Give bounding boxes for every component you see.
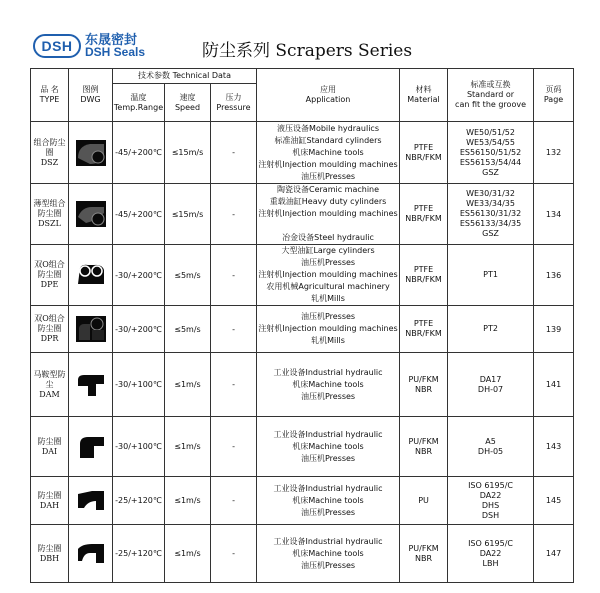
dbh-profile-icon	[76, 541, 106, 567]
material-line: PTFE	[413, 319, 434, 328]
application-cell	[257, 353, 400, 417]
speed-cell: ≤1m/s	[165, 353, 211, 417]
pressure-cell: -	[211, 306, 257, 353]
type-line: 防尘圈	[37, 270, 62, 279]
header-type: 品 名 TYPE	[31, 69, 69, 122]
standard-line: DHS	[481, 500, 500, 510]
type-cell	[31, 477, 69, 525]
type-cell	[31, 245, 69, 306]
material-line: NBR/FKM	[405, 214, 442, 223]
header-standard: 标准或互换 Standard or can fit the groove	[448, 69, 534, 122]
drawing-cell	[69, 245, 113, 306]
page-cell: 143	[534, 417, 574, 477]
pressure-cell: -	[211, 477, 257, 525]
standard-line: ES56150/51/52	[459, 147, 522, 157]
header-dwg: 图例 DWG	[69, 69, 113, 122]
speed-cell: ≤1m/s	[165, 417, 211, 477]
table-row	[31, 477, 574, 525]
application-cell	[257, 122, 400, 184]
application-line: 油压机Presses	[300, 171, 356, 181]
pressure-cell: -	[211, 353, 257, 417]
table-row	[31, 417, 574, 477]
application-line: 注射机Injection moulding machines	[258, 324, 398, 333]
standard-line: PT2	[483, 324, 498, 333]
drawing-cell	[69, 184, 113, 245]
type-line: DBH	[39, 553, 60, 563]
application-line: 机床Machine tools	[292, 548, 364, 558]
type-line: 薄型组合	[33, 199, 66, 208]
material-cell	[400, 245, 448, 306]
material-line: PU/FKM	[408, 374, 439, 384]
page-cell: 132	[534, 122, 574, 184]
scrapers-table	[30, 68, 574, 583]
header-material: 材料 Material	[400, 69, 448, 122]
drawing-cell	[69, 417, 113, 477]
pressure-cell: -	[211, 184, 257, 245]
application-line: 大型油缸Large cylinders	[281, 246, 375, 255]
drawing-cell	[69, 306, 113, 353]
material-line: PU/FKM	[408, 543, 439, 553]
material-cell	[400, 122, 448, 184]
application-line: 机床Machine tools	[292, 147, 364, 157]
table-row	[31, 525, 574, 583]
header-page: 页码 Page	[534, 69, 574, 122]
standard-cell	[448, 122, 534, 184]
application-line: 标准油缸Standard cylinders	[274, 135, 382, 145]
type-line: 防尘圈	[37, 436, 62, 446]
material-cell	[400, 417, 448, 477]
application-cell	[257, 525, 400, 583]
type-cell	[31, 306, 69, 353]
header-application: 应用 Application	[257, 69, 400, 122]
type-line: DSZL	[38, 219, 61, 228]
standard-line: WE30/31/32	[466, 189, 515, 198]
type-line: DPE	[40, 280, 59, 289]
application-line: 重载油缸Heavy duty cylinders	[269, 197, 387, 206]
material-line: NBR	[415, 384, 433, 394]
dam-profile-icon	[76, 372, 106, 398]
standard-line: DA22	[479, 548, 502, 558]
application-cell	[257, 477, 400, 525]
type-line: 组合防尘	[33, 137, 66, 147]
standard-line: WE33/34/35	[466, 199, 515, 208]
type-line: 马鞍型防	[33, 369, 66, 379]
application-line: 油压机Presses	[300, 312, 356, 321]
material-line: PTFE	[413, 265, 434, 274]
standard-line: ES56153/54/44	[459, 157, 522, 167]
material-line: PTFE	[413, 204, 434, 213]
dszl-profile-icon	[76, 201, 106, 227]
material-line: NBR/FKM	[405, 275, 442, 284]
application-cell	[257, 245, 400, 306]
material-line: NBR	[415, 553, 433, 563]
temp-cell: -45/+200℃	[113, 122, 165, 184]
material-cell	[400, 525, 448, 583]
logo-english-name: DSH Seals	[85, 45, 146, 59]
dsz-profile-icon	[76, 140, 106, 166]
temp-cell: -25/+120℃	[113, 525, 165, 583]
application-line: 陶瓷设备Ceramic machine	[277, 185, 380, 194]
dpe-profile-icon	[76, 262, 106, 288]
pressure-cell: -	[211, 417, 257, 477]
standard-line: ISO 6195/C	[468, 538, 513, 548]
standard-line: GSZ	[482, 167, 499, 177]
standard-cell	[448, 417, 534, 477]
company-logo	[33, 34, 145, 58]
application-cell	[257, 306, 400, 353]
standard-line: ES56133/34/35	[459, 219, 522, 228]
application-line: 工业设备Industrial hydraulic	[273, 483, 383, 493]
standard-line: A5	[485, 436, 496, 446]
pressure-cell: -	[211, 122, 257, 184]
type-cell	[31, 122, 69, 184]
material-cell	[400, 184, 448, 245]
page-cell: 134	[534, 184, 574, 245]
speed-cell: ≤5m/s	[165, 306, 211, 353]
dai-profile-icon	[76, 434, 106, 460]
header-temp: 温度 Temp.Range	[113, 84, 165, 122]
material-cell	[400, 306, 448, 353]
standard-line: GSZ	[482, 229, 499, 238]
application-line: 工业设备Industrial hydraulic	[273, 367, 383, 377]
standard-line: DA17	[479, 374, 502, 384]
drawing-cell	[69, 353, 113, 417]
page-cell: 136	[534, 245, 574, 306]
type-cell	[31, 525, 69, 583]
type-cell	[31, 184, 69, 245]
standard-line: WE53/54/55	[466, 137, 515, 147]
page-title: 防尘系列 Scrapers Series	[202, 41, 413, 61]
application-line: 工业设备Industrial hydraulic	[273, 536, 383, 546]
type-line: 防尘圈	[37, 490, 62, 500]
standard-line: ES56130/31/32	[459, 209, 522, 218]
standard-line: DH-05	[477, 446, 504, 456]
application-line: 液压设备Mobile hydraulics	[277, 123, 379, 133]
application-line: 冶金设备Steel hydraulic	[282, 233, 374, 242]
logo-chinese-name: 东晟密封	[85, 32, 138, 47]
standard-line: ISO 6195/C	[468, 480, 513, 490]
page-cell: 139	[534, 306, 574, 353]
material-line: PU/FKM	[408, 436, 439, 446]
speed-cell: ≤5m/s	[165, 245, 211, 306]
type-line: 双O组合	[34, 260, 65, 269]
drawing-cell	[69, 477, 113, 525]
type-line: DAI	[41, 446, 58, 456]
type-line: 防尘圈	[37, 543, 62, 553]
speed-cell: ≤1m/s	[165, 477, 211, 525]
application-line: 机床Machine tools	[292, 379, 364, 389]
type-line: 尘	[45, 379, 54, 389]
application-line: 注射机Injection moulding machines	[258, 209, 398, 218]
table-row	[31, 353, 574, 417]
standard-cell	[448, 525, 534, 583]
standard-line: DH-07	[477, 384, 504, 394]
logo-text	[85, 34, 145, 58]
type-line: 圈	[45, 147, 54, 157]
dpr-profile-icon	[76, 316, 106, 342]
drawing-cell	[69, 122, 113, 184]
standard-cell	[448, 477, 534, 525]
application-line: 机床Machine tools	[292, 495, 364, 505]
material-line: NBR/FKM	[405, 329, 442, 338]
application-line: 注射机Injection moulding machines	[258, 159, 398, 169]
type-cell	[31, 417, 69, 477]
type-line: 防尘圈	[37, 324, 62, 333]
type-line: DAH	[39, 500, 60, 510]
pressure-cell: -	[211, 245, 257, 306]
type-cell	[31, 353, 69, 417]
table-row	[31, 184, 574, 245]
standard-line: DSH	[481, 510, 500, 520]
page-cell: 147	[534, 525, 574, 583]
standard-cell	[448, 353, 534, 417]
type-line: 双O组合	[34, 314, 65, 323]
application-line: 轧机Mills	[311, 336, 345, 345]
speed-cell: ≤15m/s	[165, 184, 211, 245]
temp-cell: -30/+200℃	[113, 245, 165, 306]
application-line: 油压机Presses	[300, 258, 356, 267]
application-line: 油压机Presses	[300, 391, 356, 401]
temp-cell: -30/+200℃	[113, 306, 165, 353]
drawing-cell	[69, 525, 113, 583]
application-line: 油压机Presses	[300, 453, 356, 463]
logo-badge: DSH	[33, 34, 81, 58]
application-line: 机床Machine tools	[292, 441, 364, 451]
speed-cell: ≤15m/s	[165, 122, 211, 184]
application-cell	[257, 184, 400, 245]
material-line: NBR	[415, 446, 433, 456]
material-line: NBR/FKM	[405, 152, 442, 162]
application-line: 油压机Presses	[300, 507, 356, 517]
page-cell: 141	[534, 353, 574, 417]
temp-cell: -45/+200℃	[113, 184, 165, 245]
application-line: 油压机Presses	[300, 560, 356, 570]
standard-line: PT1	[483, 270, 498, 279]
type-line: DAM	[39, 389, 60, 399]
material-line: PTFE	[413, 142, 434, 152]
type-line: 防尘圈	[37, 209, 62, 218]
application-cell	[257, 417, 400, 477]
application-line: 轧机Mills	[311, 294, 345, 303]
application-line: 工业设备Industrial hydraulic	[273, 429, 383, 439]
table-row	[31, 306, 574, 353]
material-cell	[400, 477, 448, 525]
dah-profile-icon	[76, 488, 106, 514]
standard-cell	[448, 245, 534, 306]
pressure-cell: -	[211, 525, 257, 583]
standard-line: LBH	[482, 558, 499, 568]
application-line: 注射机Injection moulding machines	[258, 270, 398, 279]
standard-cell	[448, 306, 534, 353]
standard-cell	[448, 184, 534, 245]
header-speed: 速度 Speed	[165, 84, 211, 122]
header-technical-data: 技术参数 Technical Data	[113, 69, 257, 84]
material-cell	[400, 353, 448, 417]
type-line: DSZ	[40, 157, 59, 167]
material-line: PU	[418, 495, 429, 505]
application-line: 农用机械Agricultural machinery	[266, 282, 390, 291]
standard-line: WE50/51/52	[466, 127, 515, 137]
temp-cell: -30/+100℃	[113, 353, 165, 417]
header-pressure: 压力 Pressure	[211, 84, 257, 122]
table-row	[31, 122, 574, 184]
table-row	[31, 245, 574, 306]
speed-cell: ≤1m/s	[165, 525, 211, 583]
type-line: DPR	[40, 334, 59, 343]
page-cell: 145	[534, 477, 574, 525]
temp-cell: -30/+100℃	[113, 417, 165, 477]
temp-cell: -25/+120℃	[113, 477, 165, 525]
standard-line: DA22	[479, 490, 502, 500]
